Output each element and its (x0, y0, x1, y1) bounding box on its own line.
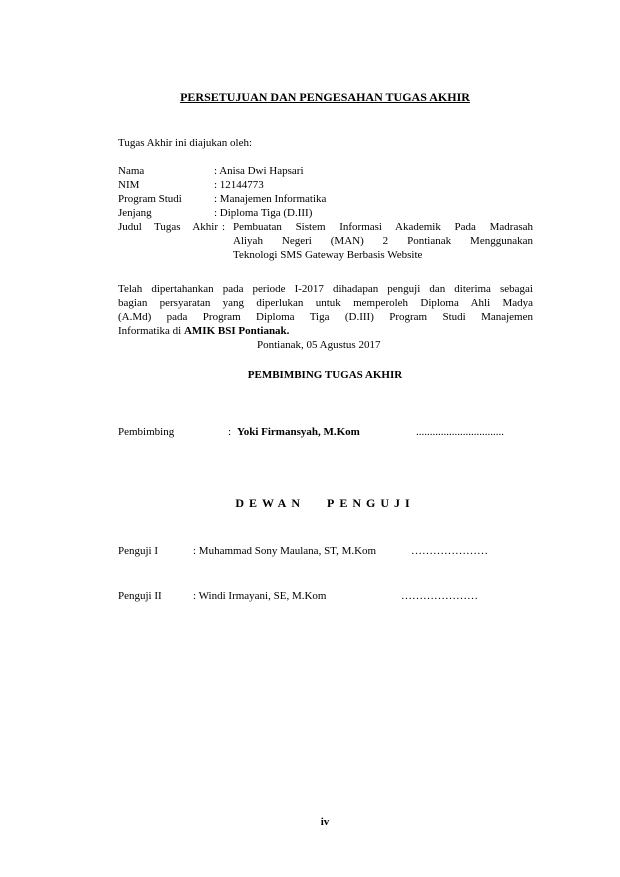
place-date: Pontianak, 05 Agustus 2017 (257, 339, 381, 351)
field-jenjang-value: : Diploma Tiga (D.III) (214, 207, 313, 219)
page-number: iv (320, 816, 330, 828)
dewan-word: DEWAN (235, 496, 305, 510)
pembimbing-signature-line: ................................ (416, 426, 504, 438)
statement-line-2: bagian persyaratan yang diperlukan untuk memperoleh Diploma Ahli Madya (118, 297, 533, 309)
pembimbing-colon: : (228, 426, 232, 438)
statement-line-1: Telah dipertahankan pada periode I-2017 dihadapan penguji dan diterima sebagai (118, 283, 533, 295)
page-title: PERSETUJUAN DAN PENGESAHAN TUGAS AKHIR (180, 90, 470, 104)
statement-last-prefix: Informatika di (118, 325, 184, 337)
dewan-penguji-heading (0, 496, 620, 510)
field-prodi-value: : Manajemen Informatika (214, 193, 327, 205)
judul-line-2: Aliyah Negeri (MAN) 2 Pontianak Menggunakan (233, 235, 533, 247)
penguji-1-signature-line: ………………… (411, 545, 488, 557)
statement-institution: AMIK BSI Pontianak. (183, 325, 290, 337)
penguji-1-label: Penguji I (118, 545, 159, 557)
field-prodi-label: Program Studi (118, 193, 182, 205)
pembimbing-label: Pembimbing (118, 426, 175, 438)
statement-line-3: (A.Md) pada Program Diploma Tiga (D.III) Program Studi Manajemen (118, 311, 533, 323)
penguji-2-signature-line: ………………… (401, 590, 478, 602)
penguji-2-label: Penguji II (118, 590, 162, 602)
judul-line-3: Teknologi SMS Gateway Berbasis Website (233, 249, 423, 261)
field-jenjang-label: Jenjang (118, 207, 152, 219)
field-nama-value: : Anisa Dwi Hapsari (214, 165, 304, 177)
penguji-2-value: : Windi Irmayani, SE, M.Kom (193, 590, 327, 602)
penguji-word: PENGUJI (327, 496, 415, 510)
field-nim-label: NIM (118, 179, 140, 191)
field-nama-label: Nama (118, 165, 145, 177)
field-nim-value: : 12144773 (214, 179, 264, 191)
penguji-1-value: : Muhammad Sony Maulana, ST, M.Kom (193, 545, 377, 557)
statement-line-4 (118, 324, 289, 338)
pembimbing-heading: PEMBIMBING TUGAS AKHIR (247, 369, 403, 381)
field-judul-colon: : (222, 221, 226, 233)
judul-line-1: Pembuatan Sistem Informasi Akademik Pada Madrasah (233, 221, 533, 233)
field-judul-label: Judul Tugas Akhir (118, 221, 218, 233)
pembimbing-name: Yoki Firmansyah, M.Kom (237, 426, 360, 438)
intro-text: Tugas Akhir ini diajukan oleh: (118, 137, 253, 149)
